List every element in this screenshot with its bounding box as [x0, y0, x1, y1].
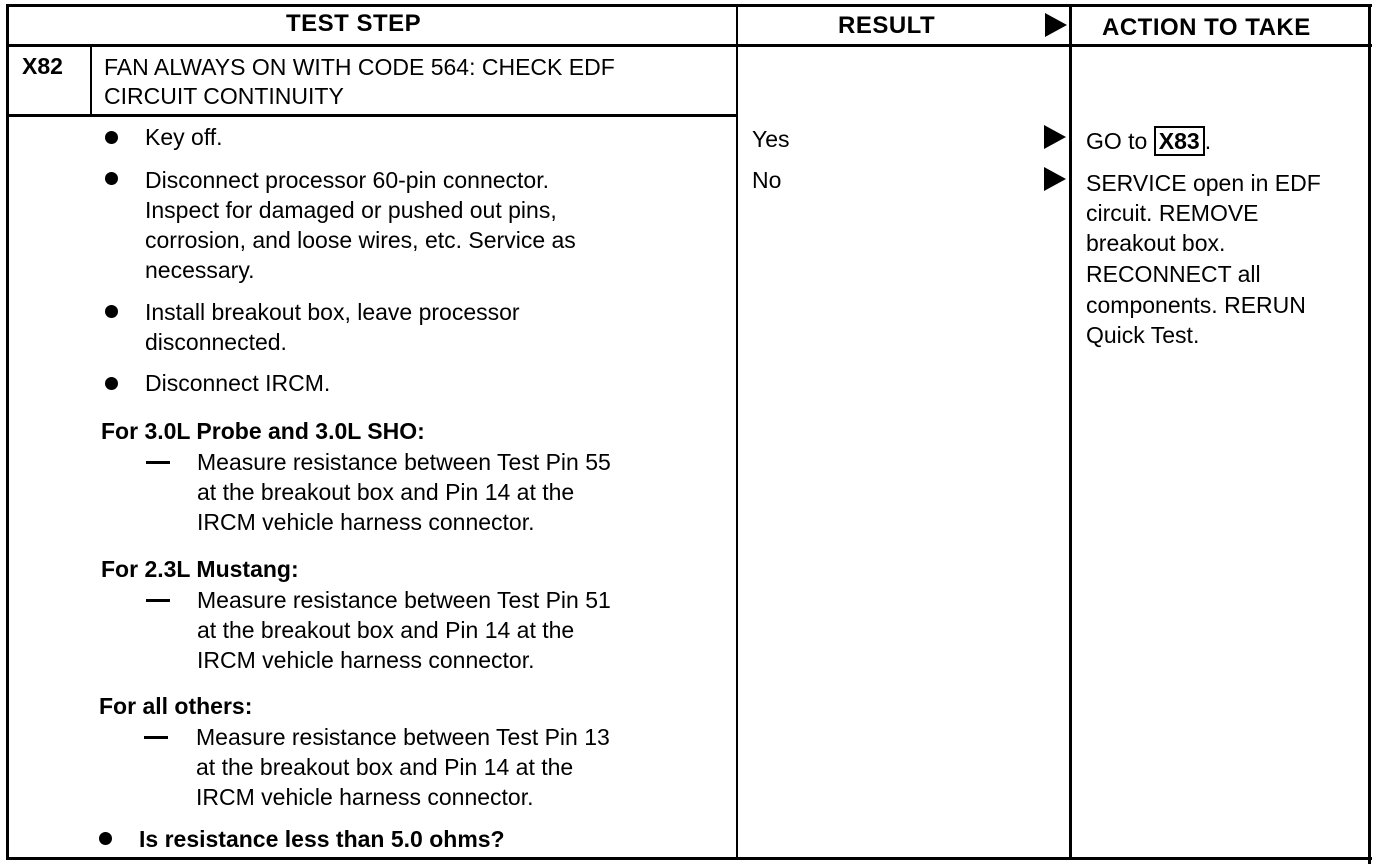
- action-yes-prefix: GO to: [1086, 128, 1148, 154]
- action-no-l5: components. RERUN: [1086, 292, 1306, 318]
- instruction-install-l1: Install breakout box, leave processor: [145, 299, 520, 325]
- dash-icon: [146, 599, 170, 602]
- instruction-disconnect-l2: Inspect for damaged or pushed out pins,: [145, 197, 557, 223]
- step-code: X82: [22, 53, 63, 79]
- bullet-icon: [105, 172, 118, 185]
- action-no-l2: circuit. REMOVE: [1086, 200, 1259, 226]
- action-no-l1: SERVICE open in EDF: [1086, 170, 1321, 196]
- frame-right: [1368, 4, 1371, 864]
- instruction-install-l2: disconnected.: [145, 329, 287, 355]
- step-title-line1: FAN ALWAYS ON WITH CODE 564: CHECK EDF: [104, 54, 615, 80]
- header-divider: [6, 44, 1372, 47]
- measure-others-l2: at the breakout box and Pin 14 at the: [196, 754, 574, 780]
- measure-probe-l3: IRCM vehicle harness connector.: [197, 509, 535, 535]
- result-yes: Yes: [752, 126, 790, 152]
- measure-probe-l1: Measure resistance between Test Pin 55: [197, 449, 611, 475]
- instruction-key-off: Key off.: [145, 124, 223, 150]
- action-yes-suffix: .: [1204, 128, 1212, 154]
- instruction-disconnect-l3: corrosion, and loose wires, etc. Service as: [145, 227, 576, 253]
- col-divider-result: [736, 4, 738, 860]
- result-no: No: [752, 167, 782, 193]
- col-divider-action: [1069, 4, 1072, 860]
- bullet-icon: [99, 832, 112, 845]
- header-test-step: TEST STEP: [286, 10, 422, 37]
- measure-others-l1: Measure resistance between Test Pin 13: [196, 724, 610, 750]
- frame-bottom: [6, 857, 1372, 860]
- measure-mustang-l2: at the breakout box and Pin 14 at the: [197, 617, 575, 643]
- goto-step-link[interactable]: X83: [1154, 126, 1205, 156]
- frame-top: [6, 4, 1372, 7]
- measure-mustang-l3: IRCM vehicle harness connector.: [197, 647, 535, 673]
- group-head-probe-sho: For 3.0L Probe and 3.0L SHO:: [101, 418, 425, 444]
- question: Is resistance less than 5.0 ohms?: [139, 826, 505, 852]
- bullet-icon: [105, 305, 118, 318]
- instruction-disconnect-l4: necessary.: [145, 257, 255, 283]
- instruction-disconnect-ircm: Disconnect IRCM.: [145, 370, 331, 396]
- measure-others-l3: IRCM vehicle harness connector.: [196, 784, 534, 810]
- bullet-icon: [105, 131, 118, 144]
- frame-left: [6, 4, 9, 860]
- measure-mustang-l1: Measure resistance between Test Pin 51: [197, 587, 611, 613]
- step-code-divider: [90, 44, 92, 116]
- dash-icon: [146, 461, 170, 464]
- dash-icon: [144, 736, 168, 739]
- header-result: RESULT: [838, 12, 936, 39]
- group-head-mustang: For 2.3L Mustang:: [101, 556, 299, 582]
- action-no-l6: Quick Test.: [1086, 322, 1200, 348]
- step-title-divider: [6, 114, 738, 117]
- bullet-icon: [105, 377, 118, 390]
- action-no-l4: RECONNECT all: [1086, 261, 1261, 287]
- measure-probe-l2: at the breakout box and Pin 14 at the: [197, 479, 575, 505]
- header-action: ACTION TO TAKE: [1102, 14, 1311, 41]
- arrow-no-icon: [1044, 167, 1066, 191]
- step-title-line2: CIRCUIT CONTINUITY: [104, 83, 344, 109]
- header-arrow-icon: [1045, 13, 1067, 37]
- group-head-others: For all others:: [99, 693, 253, 719]
- action-yes: [1086, 126, 1211, 156]
- action-no-l3: breakout box.: [1086, 230, 1226, 256]
- arrow-yes-icon: [1044, 125, 1066, 149]
- instruction-disconnect-l1: Disconnect processor 60-pin connector.: [145, 167, 549, 193]
